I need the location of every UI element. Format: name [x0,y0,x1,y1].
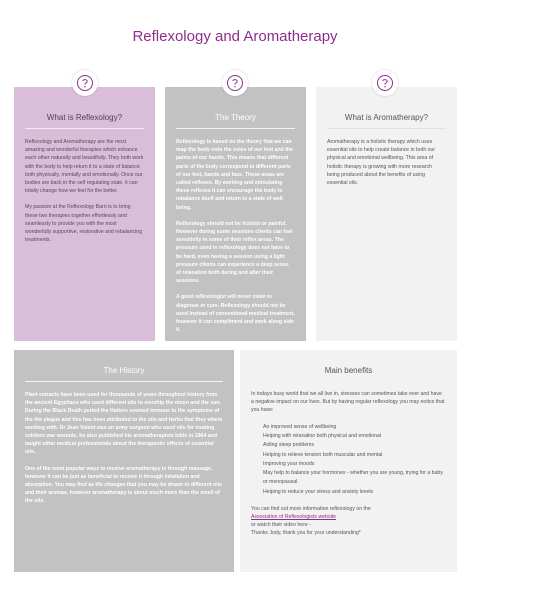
benefits-intro: In todays busy world that we all live in, stresses can sometimes take over and have a negative impact on our lives. But by having regular reflexology you may notice that you have: [251,391,445,414]
list-item: Aiding sleep problems [263,442,315,449]
card-paragraph: Reflexology and Aromatherapy are the most amazing and wonderful therapies which enhance each other naturally and beautifully. They both work with the body to help return it to a state of balance both physically, mentally and emotionally. Once our bodies are back in the self regulating state, it can totally change how we feel for the better. [25,139,144,195]
card-the-history [14,350,234,572]
thanks-text: Thanks Jody, thank you for your understanding* [251,529,361,536]
card-paragraph: One of the most popular ways to receive aromatherapy is through massage, however it can be just as beneficial to receive it through inhalation and absorption. You may find as life changes that you may be drawn to different oils and their aromas, however aromatherapy is about much more than the smell of the oils. [25,465,222,505]
card-paragraph: My passion at the Reflexology Barn is to bring these two therapies together effortlessly and seamlessly to provide you with the most wonderfully supportive, restorative and rebalancing treatments. [25,204,143,244]
card-paragraph: Reflexology should not be ticklish or painful. However during some sessions clients can feel sensitivity in some of their reflex areas. The pressure used in reflexology does not have to be hard, even having a session using a light pressure clients can experience a deep sense of relaxation both during and after their sessions. [176,220,293,285]
video-text: or watch their video here - [251,521,311,528]
list-item: Helping to reduce your stress and anxiety levels [263,488,374,495]
card-heading: The History [25,366,223,382]
card-paragraph: A good reflexologist will never claim to diagnose or cure. Reflexology should not be used instead of conventional medical treatment, however it can compliment and work along side it. [176,294,295,334]
list-item: Helping with relaxation both physical and emotional [263,432,381,439]
question-circle-icon [72,70,98,96]
list-item: An improved sense of wellbeing [263,423,337,430]
benefits-outro: You can find out more information reflexology on the [251,505,371,512]
card-paragraph: Plant extracts have been used for thousands of years throughout history from the ancient Egyptians who used different oils to worship the moon and the sun. During the Black Death period the Hatters seemed immune to the symptoms of the the plague and this has been attributed to the oils and herbs that they where working with. Dr Jean Valent was an army surgeon who used oils for treating soldiers war wounds, he also published his aromatherapists bible in 1964 and taught other medical professionals about the therapeutic effects of essential oils. [25,392,223,456]
card-paragraph: Aromatherapy is a holistic therapy which uses essential oils to help create balance in both our physical and emotional wellbeing. This area of holistic therapy is growing with more research being produced about the benefits of using essential oils. [327,139,436,187]
card-the-theory [165,87,306,341]
card-heading: The Theory [176,113,295,129]
question-circle-icon [372,70,398,96]
question-circle-icon [222,70,248,96]
benefits-list [263,423,446,497]
card-heading: Main benefits [324,366,373,375]
list-item: Helping to relieve tension both muscular and mental [263,451,383,458]
card-paragraph: Reflexology is based on the theory that we can map the body onto the soles of our feet and the palms of our hands. This means that different parts of the body correspond to different parts of our feet, hands and face. These areas are called reflexes. By working and stimulating these reflexes it can encourage the body to rebalance itself and return to a state of well being. [176,139,294,211]
list-item: May help to balance your hormones - whether you are young, trying for a baby or menopausal [263,470,443,486]
card-heading: What is Reflexology? [25,113,144,129]
list-item: Improving your moods [263,460,315,467]
card-what-is-aromatherapy [316,87,457,341]
page-title: Reflexology and Aromatherapy [132,28,338,45]
card-main-benefits [240,350,457,572]
card-what-is-reflexology [14,87,155,341]
association-website-link[interactable]: Association of Reflexologists website [251,513,337,520]
card-heading: What is Aromatherapy? [327,113,446,129]
